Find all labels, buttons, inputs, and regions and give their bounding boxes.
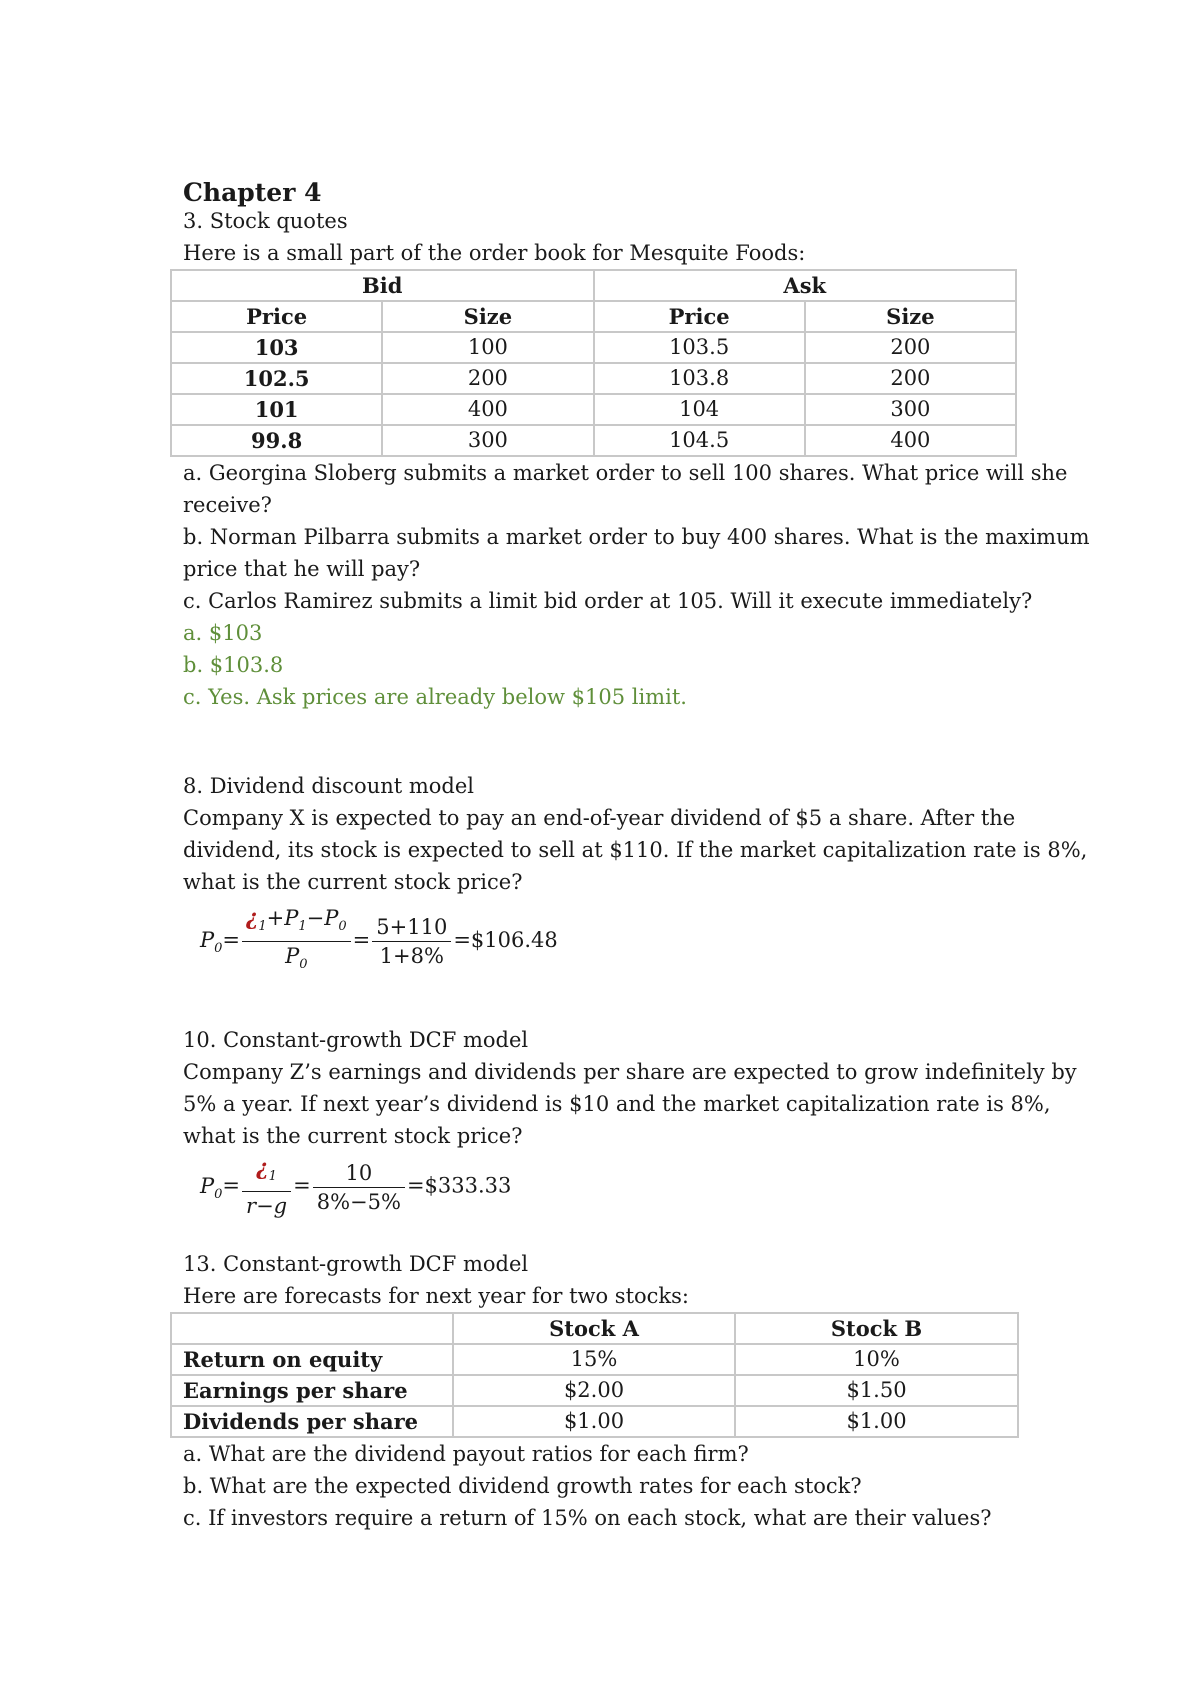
stock-b-cell: $1.50 [735, 1375, 1018, 1406]
table-row [171, 394, 1016, 425]
missing-symbol-glyph: ¿ [246, 905, 259, 930]
chapter-heading: Chapter 4 [183, 178, 322, 207]
ask-size-cell: 400 [805, 425, 1016, 456]
stock-b-cell: $1.00 [735, 1406, 1018, 1437]
question-3-title: 3. Stock quotes [183, 209, 348, 233]
bid-size-cell: 100 [382, 332, 593, 363]
bid-price-header: Price [171, 301, 382, 332]
question-8-line1: Company X is expected to pay an end-of-year dividend of $5 a share. After the [183, 806, 1016, 830]
order-book-column-header-row [171, 301, 1016, 332]
table-row [171, 363, 1016, 394]
question-10-line3: what is the current stock price? [183, 1124, 523, 1148]
stock-a-header: Stock A [453, 1313, 735, 1344]
stock-forecast-header-row [171, 1313, 1018, 1344]
order-book-group-header-row [171, 270, 1016, 301]
question-3a-line1: a. Georgina Sloberg submits a market order to sell 100 shares. What price will she [183, 461, 1068, 485]
bid-size-cell: 300 [382, 425, 593, 456]
question-13-intro: Here are forecasts for next year for two stocks: [183, 1284, 689, 1308]
question-8-line2: dividend, its stock is expected to sell at $110. If the market capitalization rate is 8%, [183, 838, 1088, 862]
stock-a-cell: $2.00 [453, 1375, 735, 1406]
question-8-title: 8. Dividend discount model [183, 774, 475, 798]
formula-lhs: $P_0$ [200, 928, 223, 957]
bid-price-cell: 102.5 [171, 363, 382, 394]
question-3b-line1: b. Norman Pilbarra submits a market order to buy 400 shares. What is the maximum [183, 525, 1090, 549]
question-13-section [183, 1248, 1033, 1534]
question-13b: b. What are the expected dividend growth rates for each stock? [183, 1474, 862, 1498]
order-book-table [170, 269, 1017, 457]
table-row [171, 1406, 1018, 1437]
bid-size-cell: 400 [382, 394, 593, 425]
formula-result: =$106.48 [453, 928, 558, 953]
bid-size-header: Size [382, 301, 593, 332]
stock-b-header: Stock B [735, 1313, 1018, 1344]
question-10-title: 10. Constant-growth DCF model [183, 1028, 529, 1052]
ask-group-header: Ask [594, 270, 1017, 301]
bid-group-header: Bid [171, 270, 594, 301]
ask-price-cell: 103.5 [594, 332, 805, 363]
ask-size-cell: 200 [805, 363, 1016, 394]
answer-3a: a. $103 [183, 621, 263, 645]
row-label-cell: Dividends per share [171, 1406, 453, 1437]
question-10-line1: Company Z’s earnings and dividends per share are expected to grow indefinitely by [183, 1060, 1077, 1084]
table-row [171, 332, 1016, 363]
stock-a-cell: $1.00 [453, 1406, 735, 1437]
question-10-line2: 5% a year. If next year’s dividend is $10 and the market capitalization rate is 8%, [183, 1092, 1051, 1116]
stock-forecast-table [170, 1312, 1019, 1438]
bid-price-cell: 99.8 [171, 425, 382, 456]
ask-price-cell: 103.8 [594, 363, 805, 394]
empty-header-cell [171, 1313, 453, 1344]
row-label-cell: Earnings per share [171, 1375, 453, 1406]
formula-fraction-symbolic: $\frac{¿_1+P_1-P_0}{P_0}$ [242, 904, 351, 979]
ask-size-cell: 300 [805, 394, 1016, 425]
stock-a-cell: 15% [453, 1344, 735, 1375]
question-13a: a. What are the dividend payout ratios for each firm? [183, 1442, 749, 1466]
row-label-cell: Return on equity [171, 1344, 453, 1375]
question-8-formula: $P_0=$ $\frac{¿_1+P_1-P_0}{P_0}$ = $\frac{5+110}{1+8\%}$ =$106.48 [200, 904, 1033, 976]
question-13c: c. If investors require a return of 15% on each stock, what are their values? [183, 1506, 992, 1530]
question-3-section [183, 205, 1090, 713]
formula-fraction-numeric: $\frac{5+110}{1+8\%}$ [372, 913, 451, 970]
question-8-line3: what is the current stock price? [183, 870, 523, 894]
bid-price-cell: 101 [171, 394, 382, 425]
question-10-section [183, 1024, 1077, 1219]
answer-3c: c. Yes. Ask prices are already below $105 limit. [183, 685, 687, 709]
ask-price-cell: 104 [594, 394, 805, 425]
ask-price-cell: 104.5 [594, 425, 805, 456]
question-3c: c. Carlos Ramirez submits a limit bid order at 105. Will it execute immediately? [183, 589, 1033, 613]
table-row [171, 425, 1016, 456]
ask-size-header: Size [805, 301, 1016, 332]
ask-size-cell: 200 [805, 332, 1016, 363]
stock-b-cell: 10% [735, 1344, 1018, 1375]
formula-fraction-symbolic: $\frac{¿_1}{r-g}$ [242, 1154, 291, 1220]
table-row [171, 1375, 1018, 1406]
question-13-title: 13. Constant-growth DCF model [183, 1252, 529, 1276]
bid-price-cell: 103 [171, 332, 382, 363]
formula-result: =$333.33 [406, 1173, 512, 1198]
question-8-section [183, 770, 1088, 976]
question-3-intro: Here is a small part of the order book for Mesquite Foods: [183, 241, 806, 265]
missing-symbol-glyph: ¿ [256, 1155, 269, 1180]
answer-3b: b. $103.8 [183, 653, 284, 677]
question-3b-line2: price that he will pay? [183, 557, 421, 581]
ask-price-header: Price [594, 301, 805, 332]
bid-size-cell: 200 [382, 363, 593, 394]
question-10-formula: $P_0=$ $\frac{¿_1}{r-g}$ = $\frac{10}{8\%-5\%}$ =$333.33 [200, 1155, 512, 1219]
formula-fraction-numeric: $\frac{10}{8\%-5\%}$ [313, 1159, 405, 1216]
question-3a-line2: receive? [183, 493, 272, 517]
table-row [171, 1344, 1018, 1375]
